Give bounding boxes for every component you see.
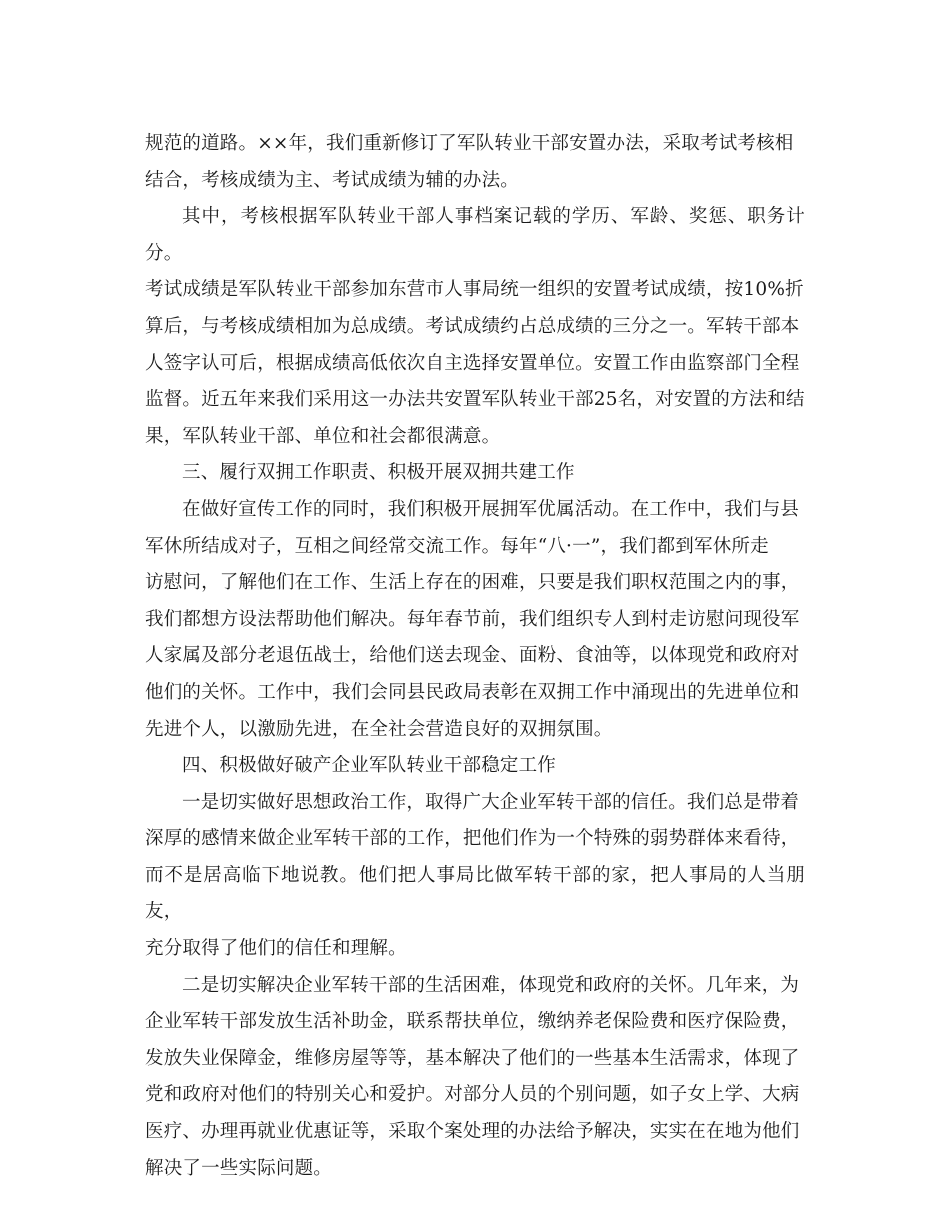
text-line: 监督。近五年来我们采用这一办法共安置军队转业干部25名，对安置的方法和结 xyxy=(145,389,805,411)
document-body xyxy=(145,126,805,1187)
text-line: 考试成绩是军队转业干部参加东营市人事局统一组织的安置考试成绩，按10%折 xyxy=(145,279,804,301)
text-line: 在做好宣传工作的同时，我们积极开展拥军优属活动。在工作中，我们与县 xyxy=(182,498,800,520)
text-line: 军休所结成对子，互相之间经常交流工作。每年“八·一”，我们都到军休所走 xyxy=(145,535,769,557)
paragraph-1 xyxy=(145,126,805,199)
text-line: 我们都想方设法帮助他们解决。每年春节前，我们组织专人到村走访慰问现役军 xyxy=(145,608,800,630)
text-line: 人签字认可后，根据成绩高低依次自主选择安置单位。安置工作由监察部门全程 xyxy=(145,352,800,374)
paragraph-5 xyxy=(145,968,805,1188)
section-heading-3 xyxy=(145,455,805,492)
text-line: 结合，考核成绩为主、考试成绩为辅的办法。 xyxy=(145,169,520,191)
text-line: 一是切实做好思想政治工作，取得广大企业军转干部的信任。我们总是带着 xyxy=(182,791,800,813)
text-line: 而不是居高临下地说教。他们把人事局比做军转干部的家，把人事局的人当朋友， xyxy=(145,864,805,923)
text-line: 果，军队转业干部、单位和社会都很满意。 xyxy=(145,425,501,447)
section-heading-4 xyxy=(145,748,805,785)
text-line: 深厚的感情来做企业军转干部的工作，把他们作为一个特殊的弱势群体来看待， xyxy=(145,828,800,850)
text-line: 他们的关怀。工作中，我们会同县民政局表彰在双拥工作中涌现出的先进单位和 xyxy=(145,681,800,703)
text-line: 规范的道路。××年，我们重新修订了军队转业干部安置办法，采取考试考核相 xyxy=(145,133,794,154)
text-line: 人家属及部分老退伍战士，给他们送去现金、面粉、食油等，以体现党和政府对 xyxy=(145,645,800,667)
text-line: 解决了一些实际问题。 xyxy=(145,1157,333,1179)
paragraph-2 xyxy=(145,199,805,455)
text-line: 访慰问，了解他们在工作、生活上存在的困难，只要是我们职权范围之内的事， xyxy=(145,572,800,594)
heading-text: 三、履行双拥工作职责、积极开展双拥共建工作 xyxy=(182,462,575,484)
text-line: 先进个人，以激励先进，在全社会营造良好的双拥氛围。 xyxy=(145,718,613,740)
paragraph-3 xyxy=(145,492,805,748)
text-line: 医疗、办理再就业优惠证等，采取个案处理的办法给予解决，实实在在地为他们 xyxy=(145,1121,800,1143)
text-line: 其中，考核根据军队转业干部人事档案记载的学历、军龄、奖惩、职务计分。 xyxy=(145,206,805,264)
text-line: 充分取得了他们的信任和理解。 xyxy=(145,938,407,960)
text-line: 企业军转干部发放生活补助金，联系帮扶单位，缴纳养老保险费和医疗保险费， xyxy=(145,1011,800,1033)
paragraph-4 xyxy=(145,785,805,968)
text-line: 算后，与考核成绩相加为总成绩。考试成绩约占总成绩的三分之一。军转干部本 xyxy=(145,315,800,337)
text-line: 党和政府对他们的特别关心和爱护。对部分人员的个别问题，如子女上学、大病 xyxy=(145,1084,800,1106)
heading-text: 四、积极做好破产企业军队转业干部稳定工作 xyxy=(182,755,557,777)
text-line: 二是切实解决企业军转干部的生活困难，体现党和政府的关怀。几年来，为 xyxy=(182,974,800,996)
text-line: 发放失业保障金，维修房屋等等，基本解决了他们的一些基本生活需求，体现了 xyxy=(145,1047,800,1069)
